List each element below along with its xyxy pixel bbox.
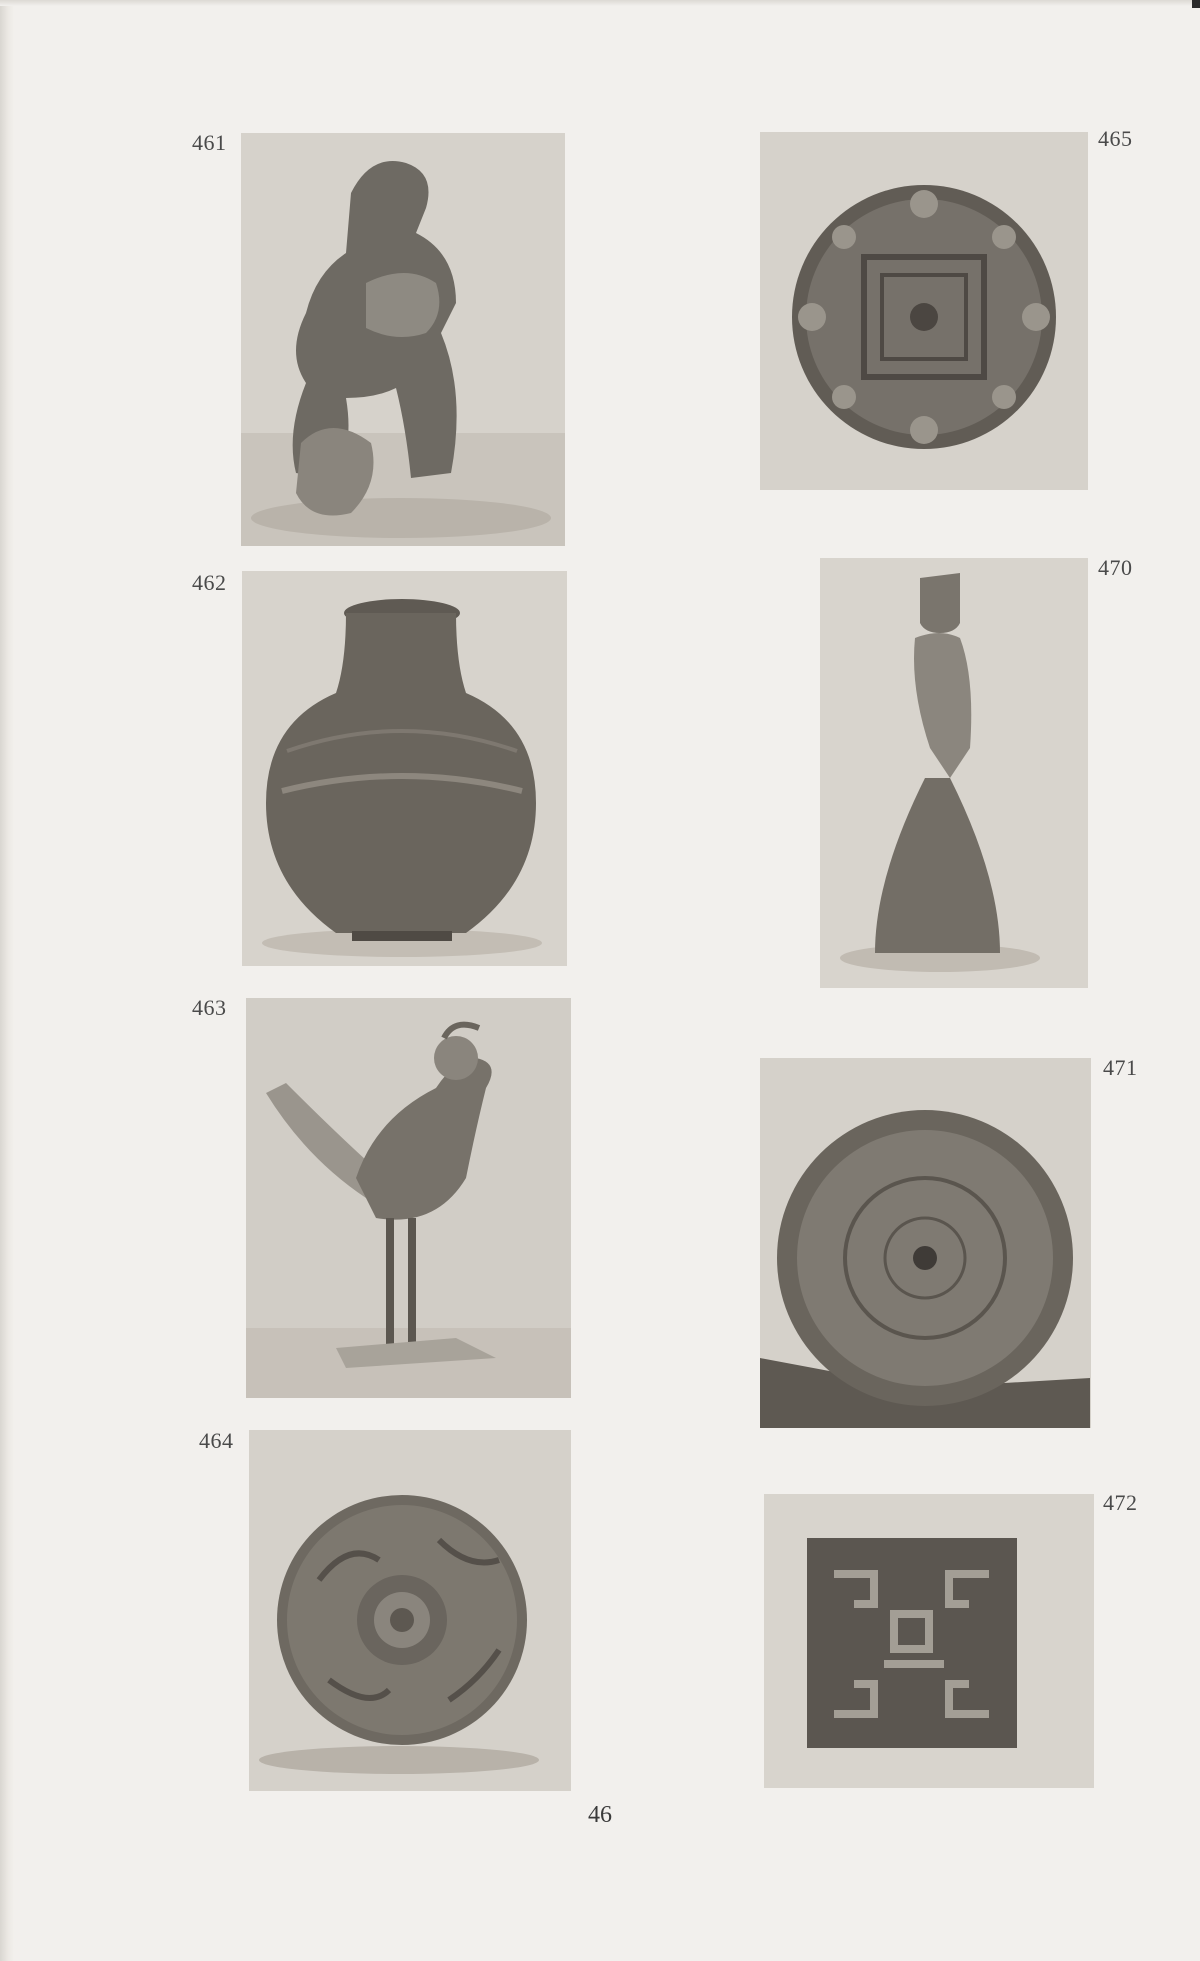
vase-image [242, 571, 567, 966]
seated-figure-image [241, 133, 565, 546]
mirror-465-image [760, 132, 1088, 490]
plaque-image [764, 1494, 1094, 1788]
plate-number-463: 463 [192, 995, 227, 1020]
plate-461-seated-figure [241, 133, 565, 546]
mirror-464-image [249, 1430, 571, 1791]
plate-number-465: 465 [1098, 126, 1133, 151]
plate-471-mirror [760, 1058, 1091, 1428]
page-edge-shadow [0, 0, 14, 1961]
plate-470-standing-figure [820, 558, 1088, 988]
plate-number-472: 472 [1103, 1490, 1138, 1515]
plate-number-470: 470 [1098, 555, 1133, 580]
corner-mark [1192, 0, 1200, 8]
standing-figure-image [820, 558, 1088, 988]
mirror-471-image [760, 1058, 1091, 1428]
plate-number-464: 464 [199, 1428, 234, 1453]
plate-number-462: 462 [192, 570, 227, 595]
plate-465-mirror [760, 132, 1088, 490]
plate-464-mirror [249, 1430, 571, 1791]
plate-number-471: 471 [1103, 1055, 1138, 1080]
plate-462-vase [242, 571, 567, 966]
plate-number-461: 461 [192, 130, 227, 155]
page-top-edge [0, 0, 1200, 6]
plate-463-bird [246, 998, 571, 1398]
bird-image [246, 998, 571, 1398]
plate-472-plaque [764, 1494, 1094, 1788]
page-number: 46 [588, 1802, 612, 1828]
